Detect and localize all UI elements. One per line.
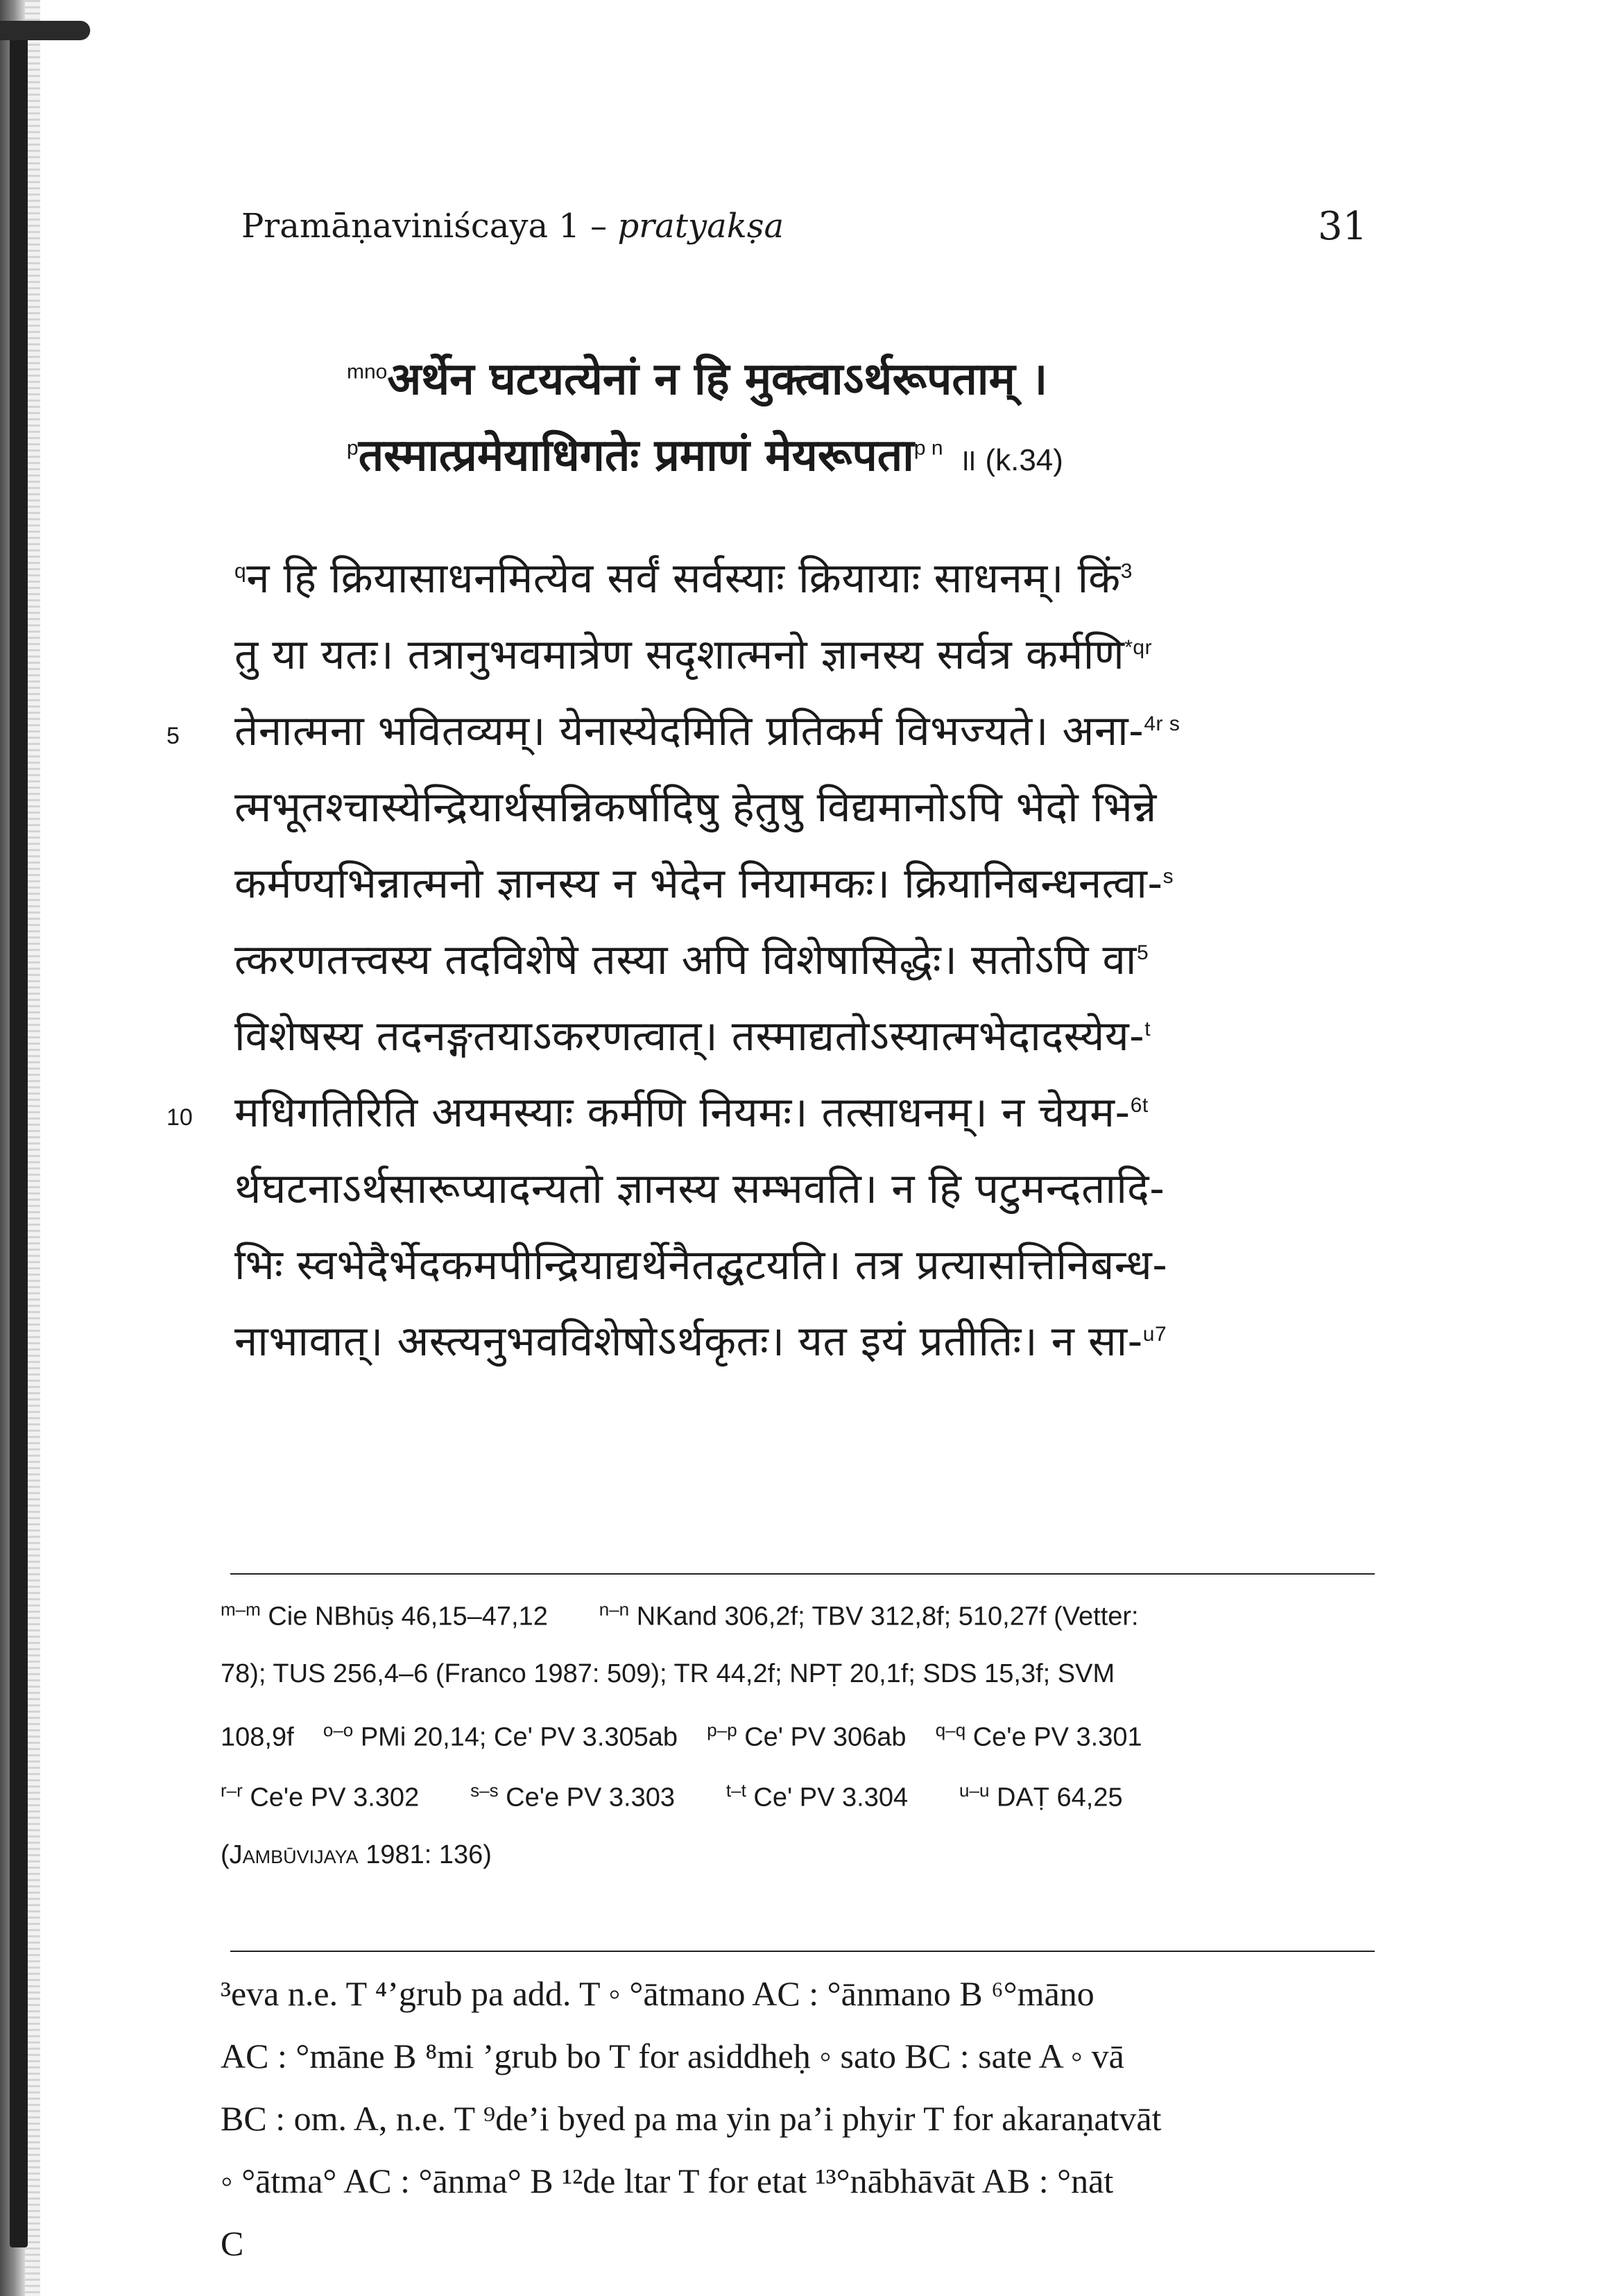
- footnote-mark: 6: [1130, 1094, 1142, 1117]
- testimonia-text: DAṬ 64,25: [989, 1783, 1123, 1813]
- testimonia-text: Ce'e PV 3.301: [965, 1722, 1142, 1752]
- running-header-title: Pramāṇaviniścaya 1 –: [241, 207, 618, 246]
- prose-line: [234, 1006, 1379, 1063]
- footnote-mark: *q: [1124, 636, 1145, 659]
- footnote-mark: 5: [1136, 941, 1149, 964]
- prose-line: [234, 853, 1379, 910]
- verse-marks: mno: [347, 360, 388, 384]
- testimonia-mark: n–n: [599, 1599, 630, 1620]
- line-number: 5: [166, 723, 180, 749]
- testimonia-text: Ce' PV 306ab: [737, 1722, 907, 1752]
- testimonia-rule: [230, 1573, 1375, 1575]
- prose-line: [234, 1158, 1379, 1215]
- footnote-mark: 7: [1154, 1323, 1167, 1346]
- book-spine-hook: [0, 21, 90, 40]
- verse-marks: p: [347, 436, 359, 460]
- line-number: 10: [166, 1104, 193, 1131]
- footnote-mark: t: [1144, 1018, 1151, 1040]
- verse-text: तस्मात्प्रमेयाधिगतेः प्रमाणं मेयरूपता: [358, 430, 914, 481]
- prose-text: मधिगतिरिति अयमस्याः कर्मणि नियमः। तत्साधनम्। न चेयम-: [234, 1088, 1131, 1137]
- testimonia-line: [221, 1659, 1386, 1689]
- testimonia-line: [221, 1780, 1386, 1813]
- testimonia-mark: p–p: [707, 1720, 737, 1740]
- footnote-mark: q: [234, 560, 247, 583]
- footnote-mark: 3: [1120, 560, 1133, 583]
- testimonia-mark: t–t: [725, 1780, 746, 1801]
- testimonia-line: [221, 1840, 1386, 1870]
- prose-line: [234, 701, 1379, 757]
- testimonia-text: PMi 20,14; Ce' PV 3.305ab: [353, 1722, 678, 1752]
- prose-line: [234, 1082, 1379, 1139]
- prose-line: [234, 777, 1379, 834]
- testimonia-text: (Jambūvijaya 1981: 136): [221, 1840, 492, 1869]
- book-spine-bar: [10, 28, 28, 2247]
- footnote-mark: 4: [1144, 712, 1156, 735]
- testimonia-mark: s–s: [470, 1780, 499, 1801]
- prose-text: विशेषस्य तदनङ्गतयाऽकरणत्वात्। तस्माद्यतोऽस्यात्मभेदादस्येय-: [234, 1012, 1145, 1061]
- prose-text: तु या यतः। तत्रानुभवमात्रेण सदृशात्मनो ज्ञानस्य सर्वत्र कर्मणि: [234, 631, 1125, 679]
- footnote-mark: r: [1144, 636, 1153, 659]
- verse-line-1: [347, 347, 1047, 407]
- testimonia-line: [221, 1720, 1386, 1753]
- footnote-mark: r s: [1156, 712, 1180, 735]
- testimonia-mark: u–u: [959, 1780, 990, 1801]
- prose-text: कर्मण्यभिन्नात्मनो ज्ञानस्य न भेदेन नियामकः। क्रियानिबन्धनत्वा-: [234, 859, 1163, 908]
- running-header-italic: pratyakṣa: [617, 207, 784, 246]
- testimonia-mark: o–o: [323, 1720, 354, 1740]
- verse-line-2: [347, 423, 1063, 483]
- apparatus-rule: [230, 1951, 1375, 1952]
- page-number: 31: [1318, 204, 1368, 249]
- footnote-mark: s: [1162, 865, 1174, 888]
- verse-reference: ॥ (k.34): [958, 443, 1063, 477]
- testimonia-mark: r–r: [221, 1780, 243, 1801]
- prose-text: तेनात्मना भवितव्यम्। येनास्येदमिति प्रतिकर्म विभज्यते। अना-: [234, 707, 1144, 755]
- testimonia-text: Ce'e PV 3.302: [242, 1783, 420, 1813]
- verse-end-marks: p n: [913, 436, 943, 460]
- prose-text: त्करणतत्त्वस्य तदविशेषे तस्या अपि विशेषासिद्धेः। सतोऽपि वा: [234, 936, 1137, 984]
- apparatus-line: ◦ °ātma° AC : °ānma° B ¹²de ltar T for etat ¹³°nābhāvāt AB : °nāt: [221, 2161, 1114, 2200]
- prose-text: त्मभूतश्चास्येन्द्रियार्थसन्निकर्षादिषु हेतुषु विद्यमानोऽपि भेदो भिन्ने: [234, 783, 1157, 832]
- prose-text: भिः स्वभेदैर्भेदकमपीन्द्रियाद्यर्थेनैतद्घटयति। तत्र प्रत्यासत्तिनिबन्ध-: [234, 1241, 1168, 1290]
- prose-line: [234, 1311, 1379, 1368]
- prose-text: न हि क्रियासाधनमित्येव सर्वं सर्वस्याः क्रियायाः साधनम्। किं: [246, 554, 1121, 603]
- testimonia-text: NKand 306,2f; TBV 312,8f; 510,27f (Vetter:: [629, 1602, 1139, 1631]
- apparatus-line: BC : om. A, n.e. T ⁹de’i byed pa ma yin pa’i phyir T for akaraṇatvāt: [221, 2099, 1162, 2138]
- prose-line: [234, 548, 1379, 605]
- footnote-mark: u: [1142, 1323, 1155, 1346]
- testimonia-text: 108,9f: [221, 1722, 294, 1752]
- apparatus-line: C: [221, 2224, 244, 2263]
- prose-line: [234, 624, 1379, 681]
- prose-text: र्थघटनाऽर्थसारूप्यादन्यतो ज्ञानस्य सम्भवति। न हि पटुमन्दतादि-: [234, 1165, 1165, 1213]
- prose-line: [234, 929, 1379, 986]
- prose-text: नाभावात्। अस्त्यनुभवविशेषोऽर्थकृतः। यत इयं प्रतीतिः। न सा-: [234, 1317, 1143, 1366]
- testimonia-text: Ce' PV 3.304: [746, 1783, 909, 1813]
- prose-line: [234, 1235, 1379, 1292]
- testimonia-text: 78); TUS 256,4–6 (Franco 1987: 509); TR 44,2f; NPṬ 20,1f; SDS 15,3f; SVM: [221, 1659, 1115, 1688]
- testimonia-text: Ce'e PV 3.303: [498, 1783, 675, 1813]
- testimonia-text: Cie NBhūṣ 46,15–47,12: [260, 1602, 548, 1631]
- testimonia-mark: q–q: [935, 1720, 966, 1740]
- apparatus-line: ³eva n.e. T ⁴’grub pa add. T ◦ °ātmano AC : °ānmano B ⁶°māno: [221, 1974, 1094, 2013]
- verse-text: अर्थेन घटयत्येनां न हि मुक्त्वाऽर्थरूपताम् ।: [387, 354, 1048, 405]
- footnote-mark: t: [1142, 1094, 1149, 1117]
- testimonia-line: [221, 1599, 1386, 1632]
- testimonia-mark: m–m: [221, 1599, 261, 1620]
- apparatus-line: AC : °māne B ⁸mi ’grub bo T for asiddheḥ ◦ sato BC : sate A ◦ vā: [221, 2037, 1124, 2075]
- running-header: [241, 207, 784, 246]
